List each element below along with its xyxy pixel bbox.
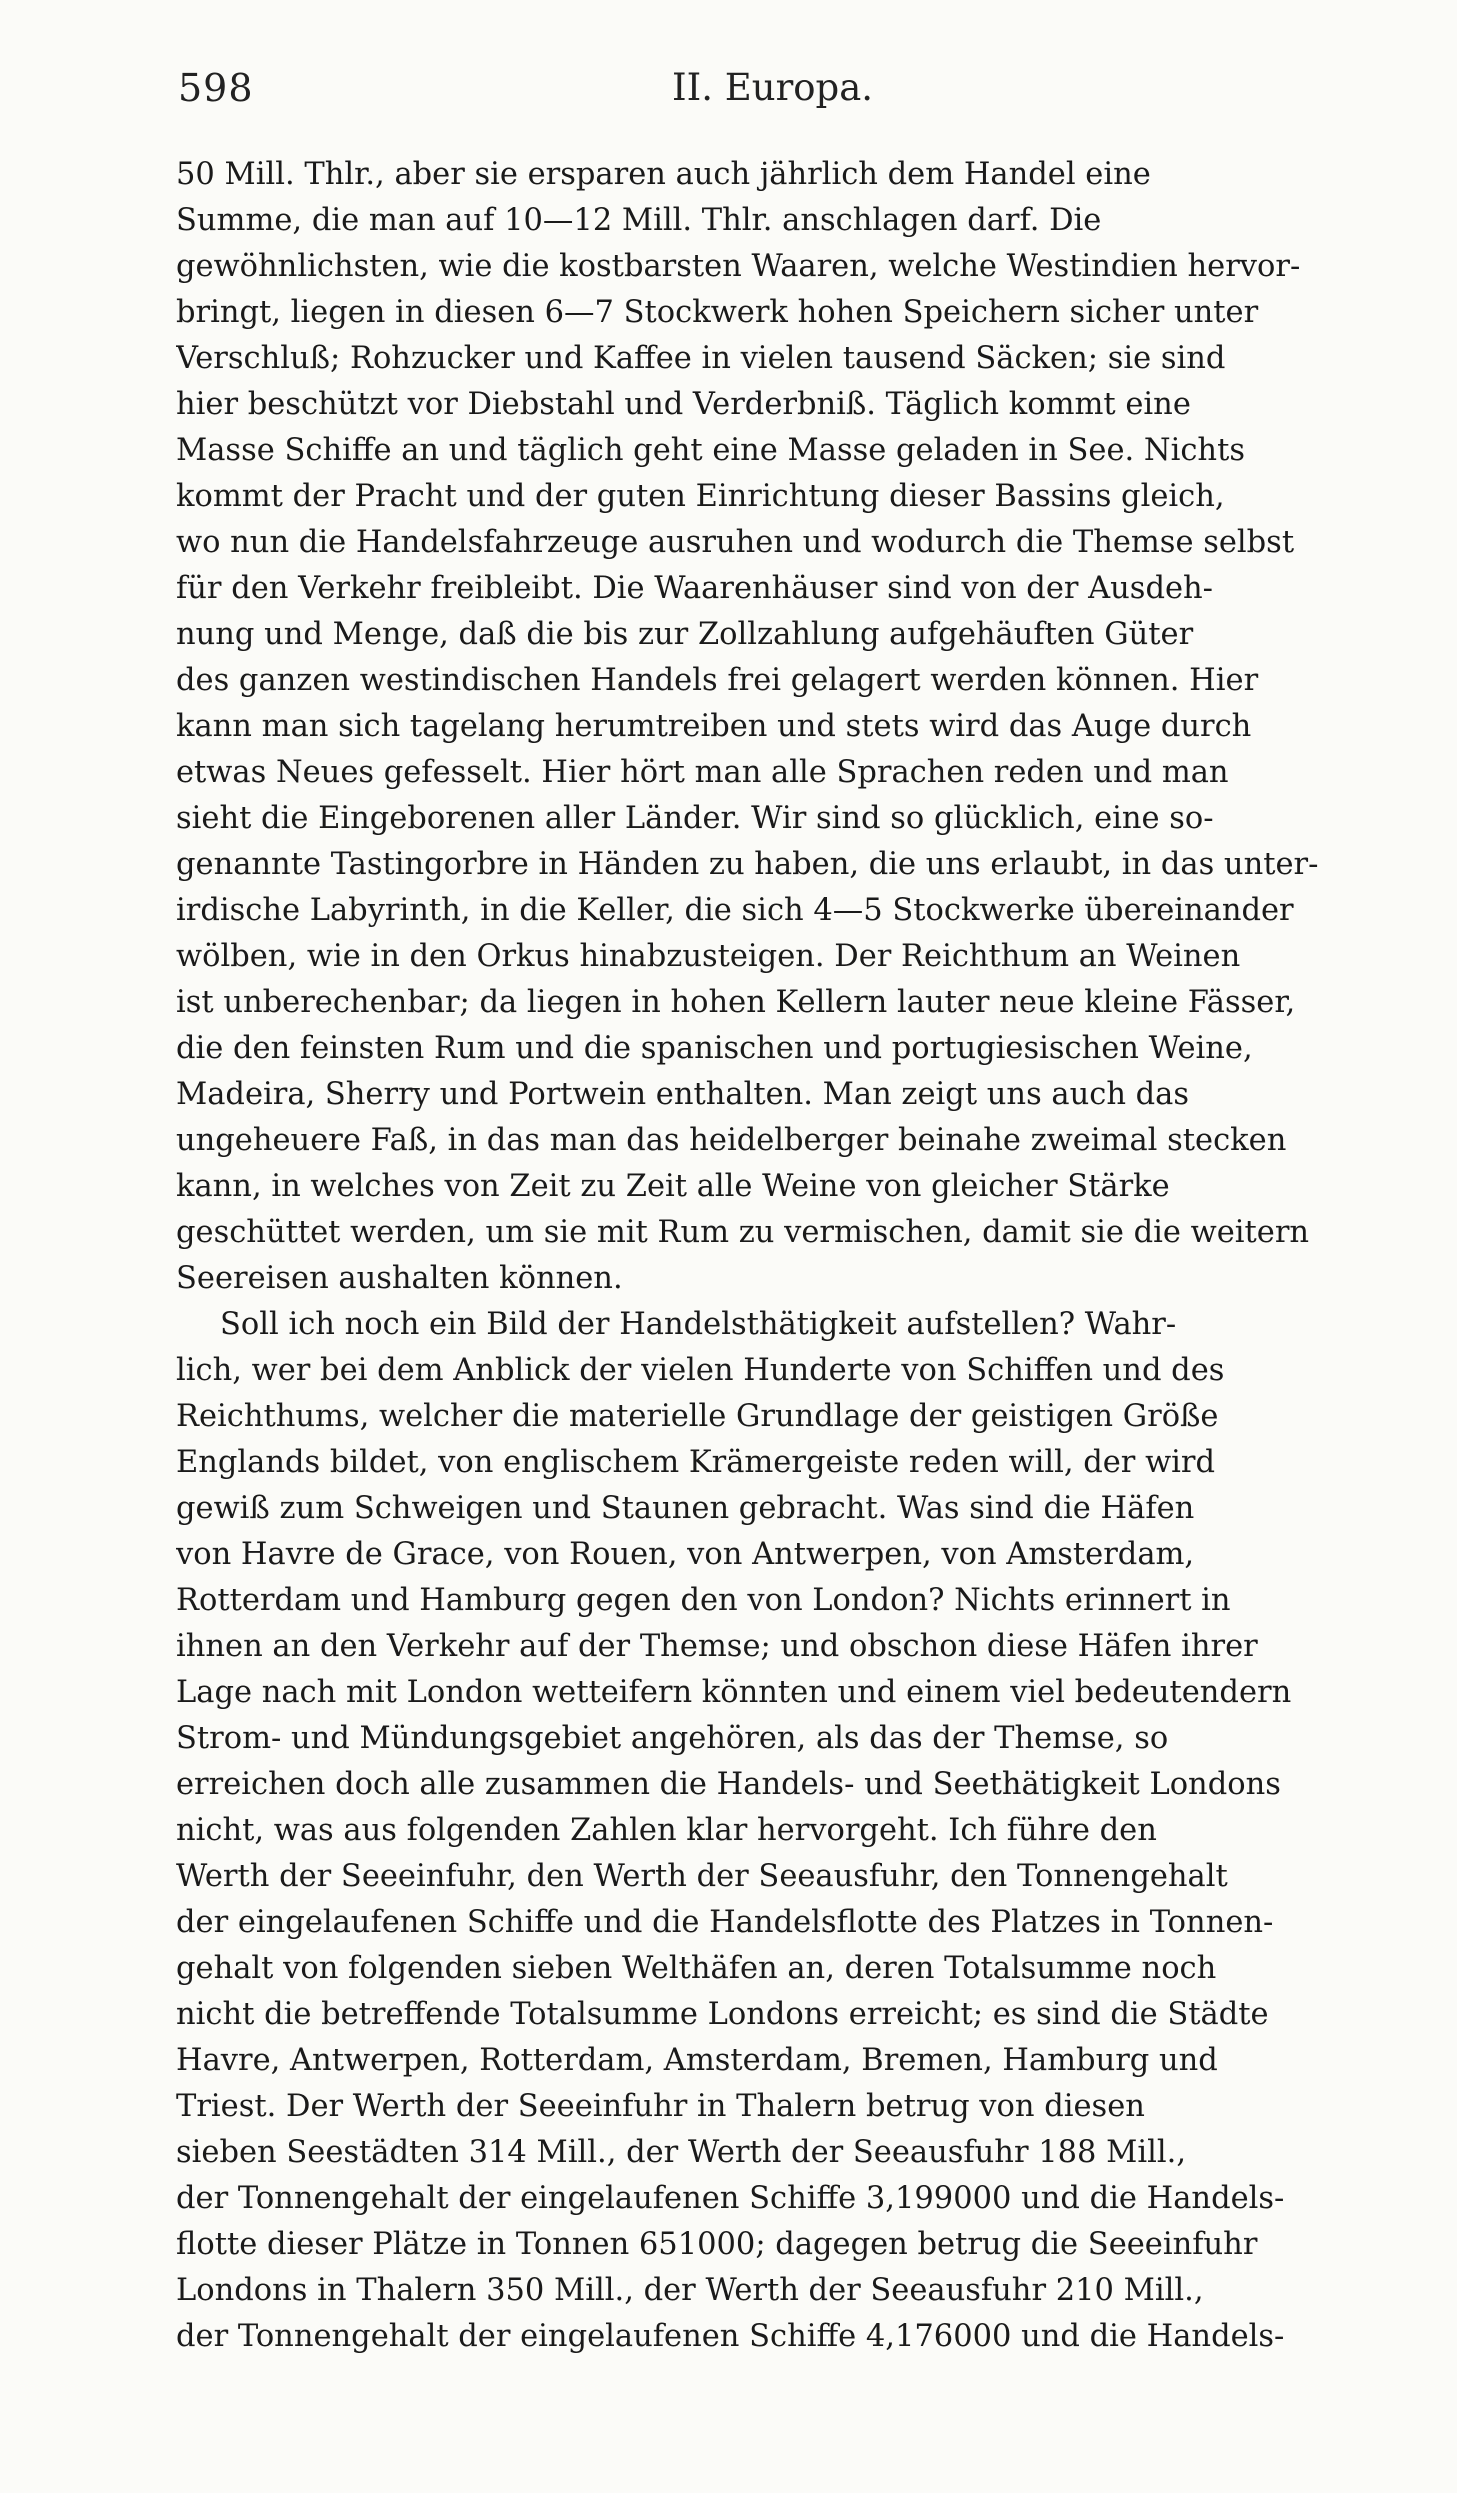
text-line: bringt, liegen in diesen 6—7 Stockwerk hohen Speichern sicher unter <box>176 295 1259 330</box>
text-line: Londons in Thalern 350 Mill., der Werth der Seeausfuhr 210 Mill., <box>176 2273 1204 2308</box>
body-text <box>176 152 1456 2360</box>
text-line: geschüttet werden, um sie mit Rum zu vermischen, damit sie die weitern <box>176 1215 1310 1250</box>
text-line: ist unberechenbar; da liegen in hohen Kellern lauter neue kleine Fässer, <box>176 985 1296 1020</box>
text-line: flotte dieser Plätze in Tonnen 651000; dagegen betrug die Seeeinfuhr <box>176 2227 1258 2262</box>
text-line: des ganzen westindischen Handels frei gelagert werden können. Hier <box>176 663 1259 698</box>
page-header <box>172 66 1457 126</box>
text-line: Werth der Seeeinfuhr, den Werth der Seeausfuhr, den Tonnengehalt <box>176 1859 1228 1894</box>
text-line: die den feinsten Rum und die spanischen und portugiesischen Weine, <box>176 1031 1253 1066</box>
text-line: irdische Labyrinth, in die Keller, die sich 4—5 Stockwerke übereinander <box>176 893 1294 928</box>
text-line: wölben, wie in den Orkus hinabzusteigen. Der Reichthum an Weinen <box>176 939 1241 974</box>
text-line: ihnen an den Verkehr auf der Themse; und obschon diese Häfen ihrer <box>176 1629 1258 1664</box>
text-line: etwas Neues gefesselt. Hier hört man alle Sprachen reden und man <box>176 755 1229 790</box>
page-number: 598 <box>178 66 254 110</box>
text-line: Seereisen aushalten können. <box>176 1261 623 1296</box>
text-line: hier beschützt vor Diebstahl und Verderbniß. Täglich kommt eine <box>176 387 1191 422</box>
running-head: II. Europa. <box>672 66 874 109</box>
text-line: gehalt von folgenden sieben Welthäfen an, deren Totalsumme noch <box>176 1951 1217 1986</box>
text-line: kann, in welches von Zeit zu Zeit alle Weine von gleicher Stärke <box>176 1169 1170 1204</box>
text-line: Masse Schiffe an und täglich geht eine Masse geladen in See. Nichts <box>176 433 1245 468</box>
text-line: der Tonnengehalt der eingelaufenen Schiffe 4,176000 und die Handels- <box>176 2319 1285 2354</box>
text-line: Englands bildet, von englischem Krämergeiste reden will, der wird <box>176 1445 1216 1480</box>
text-line: von Havre de Grace, von Rouen, von Antwerpen, von Amsterdam, <box>176 1537 1195 1572</box>
text-line: nung und Menge, daß die bis zur Zollzahlung aufgehäuften Güter <box>176 617 1194 652</box>
text-line: Rotterdam und Hamburg gegen den von London? Nichts erinnert in <box>176 1583 1231 1618</box>
text-line: ungeheuere Faß, in das man das heidelberger beinahe zweimal stecken <box>176 1123 1287 1158</box>
text-line: Lage nach mit London wetteifern könnten und einem viel bedeutendern <box>176 1675 1292 1710</box>
text-line: für den Verkehr freibleibt. Die Waarenhäuser sind von der Ausdeh- <box>176 571 1213 606</box>
text-line: Strom- und Mündungsgebiet angehören, als das der Themse, so <box>176 1721 1169 1756</box>
text-line: Reichthums, welcher die materielle Grundlage der geistigen Größe <box>176 1399 1219 1434</box>
text-line: genannte Tastingorbre in Händen zu haben, die uns erlaubt, in das unter- <box>176 847 1319 882</box>
text-line: sieht die Eingeborenen aller Länder. Wir sind so glücklich, eine so- <box>176 801 1214 836</box>
text-line: 50 Mill. Thlr., aber sie ersparen auch jährlich dem Handel eine <box>176 157 1151 192</box>
text-line: gewöhnlichsten, wie die kostbarsten Waaren, welche Westindien hervor- <box>176 249 1301 284</box>
text-line: erreichen doch alle zusammen die Handels- und Seethätigkeit Londons <box>176 1767 1281 1802</box>
text-line: kommt der Pracht und der guten Einrichtung dieser Bassins gleich, <box>176 479 1225 514</box>
text-line: kann man sich tagelang herumtreiben und stets wird das Auge durch <box>176 709 1252 744</box>
text-line: lich, wer bei dem Anblick der vielen Hunderte von Schiffen und des <box>176 1353 1225 1388</box>
text-line: der eingelaufenen Schiffe und die Handelsflotte des Platzes in Tonnen- <box>176 1905 1274 1940</box>
text-line: nicht die betreffende Totalsumme Londons erreicht; es sind die Städte <box>176 1997 1269 2032</box>
text-line: nicht, was aus folgenden Zahlen klar hervorgeht. Ich führe den <box>176 1813 1157 1848</box>
text-line: gewiß zum Schweigen und Staunen gebracht. Was sind die Häfen <box>176 1491 1195 1526</box>
text-line: Triest. Der Werth der Seeeinfuhr in Thalern betrug von diesen <box>176 2089 1145 2124</box>
text-line: Soll ich noch ein Bild der Handelsthätigkeit aufstellen? Wahr- <box>220 1307 1177 1342</box>
text-line: Havre, Antwerpen, Rotterdam, Amsterdam, Bremen, Hamburg und <box>176 2043 1218 2078</box>
text-line: Summe, die man auf 10—12 Mill. Thlr. anschlagen darf. Die <box>176 203 1102 238</box>
text-line: sieben Seestädten 314 Mill., der Werth der Seeausfuhr 188 Mill., <box>176 2135 1187 2170</box>
text-line: wo nun die Handelsfahrzeuge ausruhen und wodurch die Themse selbst <box>176 525 1295 560</box>
text-line: der Tonnengehalt der eingelaufenen Schiffe 3,199000 und die Handels- <box>176 2181 1285 2216</box>
text-line: Verschluß; Rohzucker und Kaffee in vielen tausend Säcken; sie sind <box>176 341 1226 376</box>
text-line: Madeira, Sherry und Portwein enthalten. Man zeigt uns auch das <box>176 1077 1190 1112</box>
